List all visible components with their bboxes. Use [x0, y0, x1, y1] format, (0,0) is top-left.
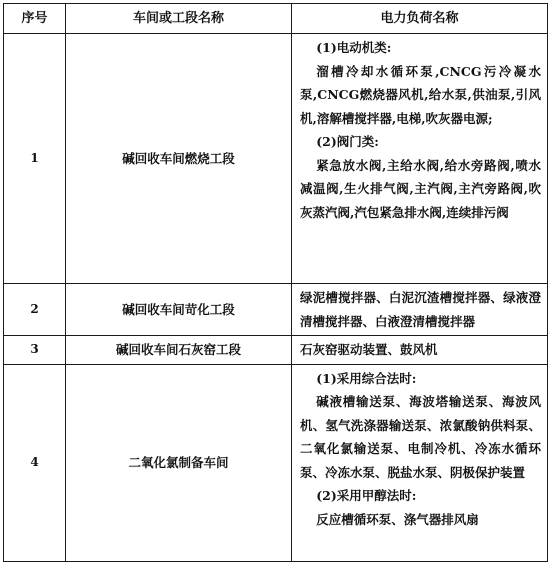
header-row: [4, 4, 548, 34]
table-row: [4, 34, 548, 284]
row-index: 4: [4, 364, 66, 561]
row-index: 1: [4, 34, 66, 284]
row-workshop-name: 二氧化氯制备车间: [66, 364, 292, 561]
table-row: [4, 284, 548, 336]
header-load-name: 电力负荷名称: [292, 4, 548, 34]
load-category-heading: (2)采用甲醇法时:: [316, 488, 417, 503]
row-workshop-name: 碱回收车间苛化工段: [66, 284, 292, 336]
header-index: 序号: [4, 4, 66, 34]
load-category-heading: (1)采用综合法时:: [316, 370, 417, 386]
table-row: [4, 336, 548, 365]
row-index: 3: [4, 336, 66, 365]
power-load-table: [3, 3, 548, 562]
row-load-names: 石灰窑驱动装置、鼓风机: [292, 336, 548, 365]
load-list: 反应槽循环泵、涤气器排风扇: [316, 511, 479, 527]
load-list: 紧急放水阀,主给水阀,给水旁路阀,喷水减温阀,生火排气阀,主汽阀,主汽旁路阀,吹灰蒸汽阀,汽包紧急排水阀,连续排污阀: [300, 157, 541, 220]
row-load-names: 绿泥槽搅拌器、白泥沉渣槽搅拌器、绿液澄清槽搅拌器、白液澄清槽搅拌器: [292, 284, 548, 336]
load-category-heading: (1)电动机类:: [316, 40, 392, 55]
row-load-names: [292, 364, 548, 561]
header-workshop-name: 车间或工段名称: [66, 4, 292, 34]
row-workshop-name: 碱回收车间燃烧工段: [66, 34, 292, 284]
row-load-names: [292, 34, 548, 284]
row-workshop-name: 碱回收车间石灰窑工段: [66, 336, 292, 365]
load-list: 碱液槽输送泵、海波塔输送泵、海波风机、氢气洗涤器输送泵、浓氯酸钠供料泵、二氧化氯输送泵、电制冷机、冷冻水循环泵、冷冻水泵、脱盐水泵、阴极保护装置: [300, 394, 541, 480]
load-list: 溜槽冷却水循环泵,CNCG污冷凝水泵,CNCG燃烧器风机,给水泵,供油泵,引风机,溶解槽搅拌器,电梯,吹灰器电源;: [300, 63, 541, 126]
row-index: 2: [4, 284, 66, 336]
table-row: [4, 364, 548, 561]
load-category-heading: (2)阀门类:: [316, 134, 379, 149]
